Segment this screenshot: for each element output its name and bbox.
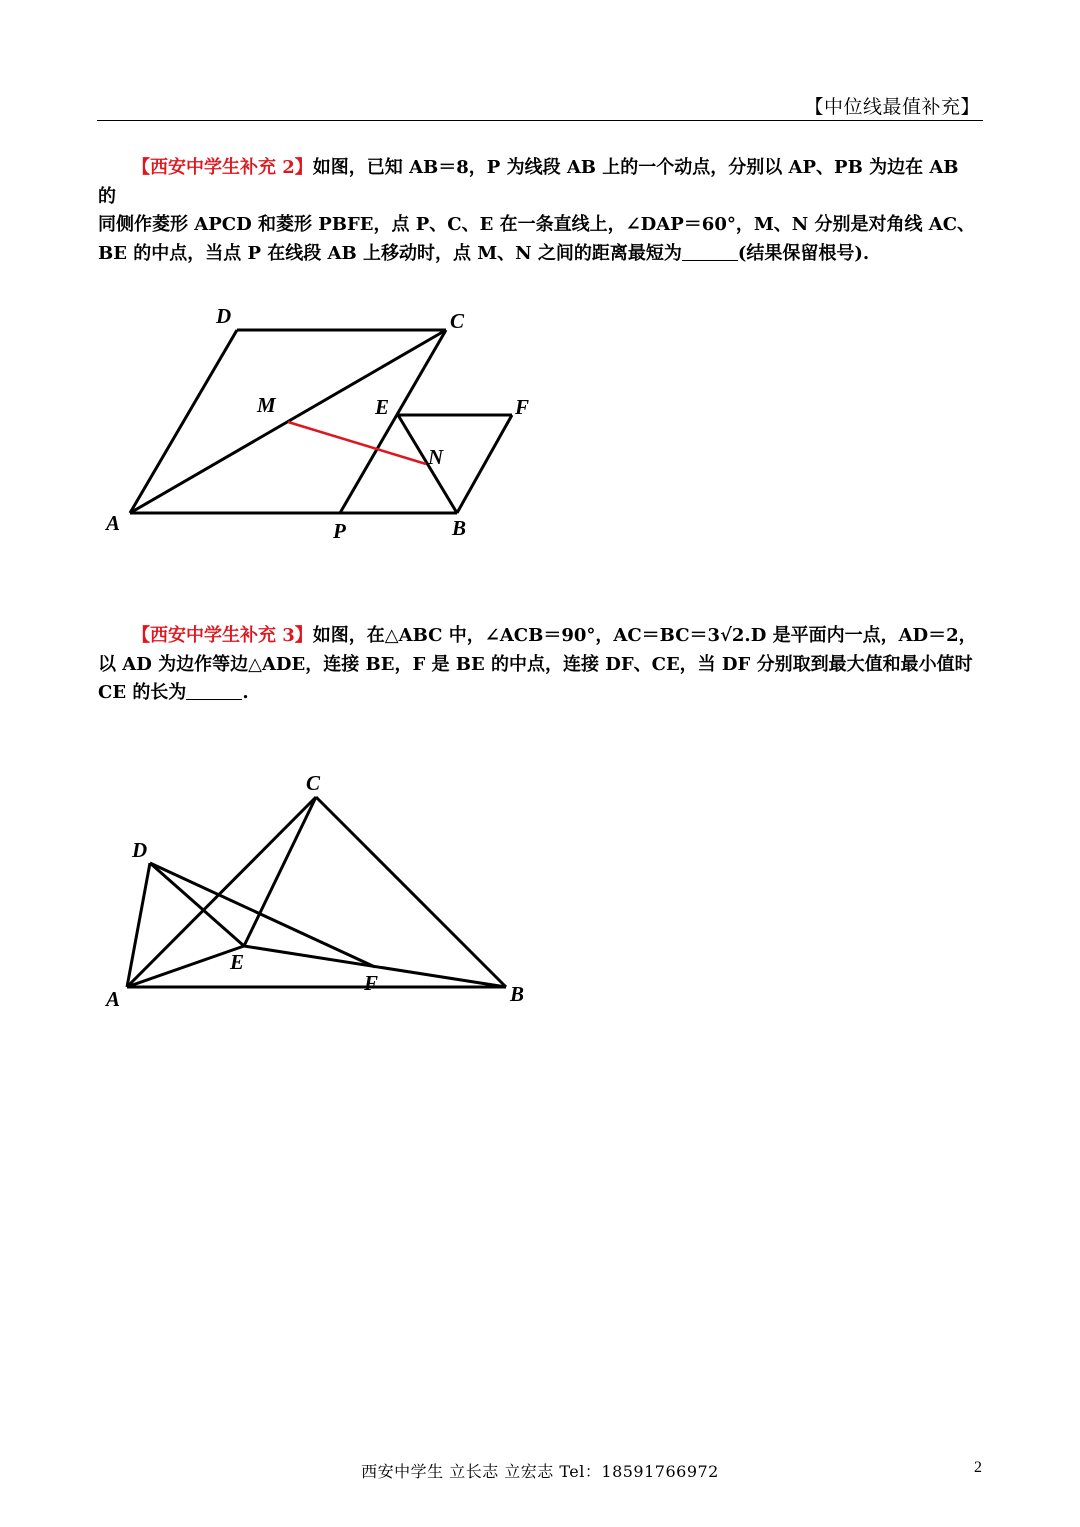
label-D: D — [132, 838, 148, 862]
figure-triangle-lines — [127, 797, 506, 987]
label-D: D — [216, 304, 232, 328]
label-F: F — [364, 971, 379, 995]
problem-3-line-4-text: . — [242, 682, 249, 703]
problem-3-line-2: 以 AD 为边作等边△ADE，连接 BE，F 是 BE 的中点，连接 DF、CE，当 DF 分别取到最大值和最小值时 — [98, 653, 973, 675]
segment-CB — [316, 797, 506, 987]
problem-3-tag: 【西安中学生补充 3】 — [132, 625, 313, 646]
problem-2-tag: 【西安中学生补充 2】 — [132, 157, 313, 178]
label-C: C — [306, 771, 321, 795]
label-A: A — [106, 511, 121, 535]
label-B: B — [510, 982, 525, 1006]
problem-2-line-2: 同侧作菱形 APCD 和菱形 PBFE，点 P、C、E 在一条直线上，∠DAP＝60°，M、N 分别是对角线 AC、 — [98, 214, 976, 235]
label-C: C — [450, 309, 465, 333]
problem-2-line-1-text: 如图，已知 AB＝8，P 为线段 AB 上的一个动点，分别以 AP、PB 为边在 AB 的 — [98, 157, 959, 207]
label-A: A — [106, 987, 121, 1011]
problem-3-line-3-text: CE 的长为 — [98, 682, 187, 703]
problem-2-line-4-text: (结果保留根号). — [737, 242, 870, 264]
label-N: N — [428, 445, 444, 469]
label-B: B — [452, 516, 467, 540]
page-header-title: 【中位线最值补充】 — [804, 96, 980, 118]
segment-AC — [127, 797, 316, 987]
segment-AE — [127, 946, 244, 987]
label-M: M — [257, 393, 276, 417]
segment-DE — [150, 863, 244, 946]
label-P: P — [333, 519, 346, 543]
label-E: E — [230, 950, 245, 974]
label-E: E — [375, 395, 390, 419]
problem-3-line-1-text: 如图，在△ABC 中，∠ACB＝90°，AC＝BC＝3√2.D 是平面内一点，AD＝2， — [312, 625, 977, 646]
page-number: 2 — [974, 1459, 982, 1476]
label-F: F — [515, 395, 530, 419]
segment-DF — [150, 863, 375, 967]
footer-contact: 西安中学生 立长志 立宏志 Tel：18591766972 — [361, 1462, 719, 1481]
problem-2-line-3-text: BE 的中点，当点 P 在线段 AB 上移动时，点 M、N 之间的距离最短为 — [98, 242, 682, 264]
